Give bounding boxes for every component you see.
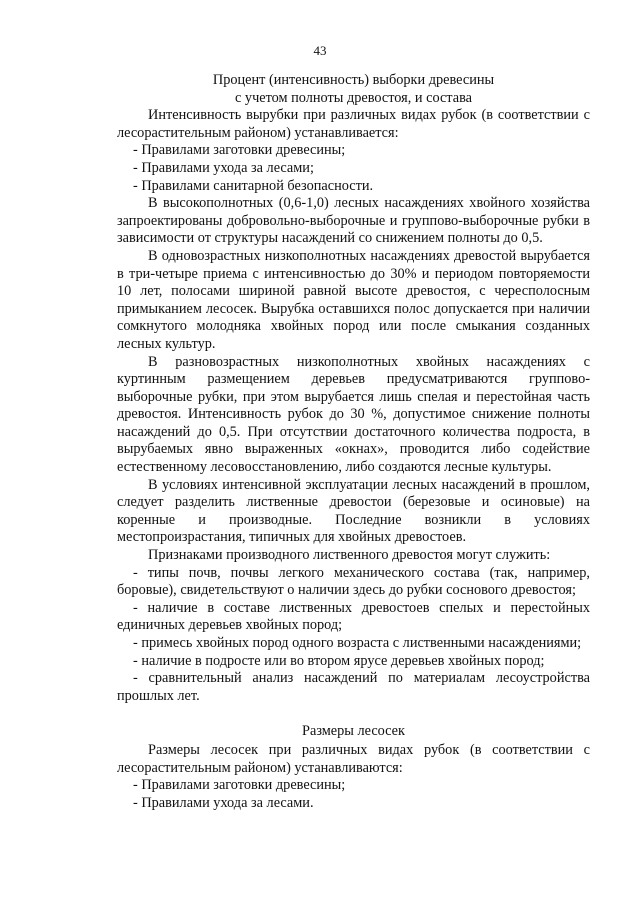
list-item-rule: - Правилами заготовки древесины;: [133, 142, 346, 159]
list-item-sign: - примесь хвойных пород одного возраста с лиственными насаждениями;: [133, 635, 582, 651]
section-spacer: [117, 705, 590, 723]
paragraph-intensive-exploitation: В условиях интенсивной эксплуатации лесных насаждений в прошлом, следует разделить лиственные древостои (березовые и осиновые) на коренные и производные. Последние возникли в условиях местопроизрастания, типичных для хвойных древостоев.: [117, 476, 590, 546]
paragraph-signs-intro: Признаками производного лиственного древостоя могут служить:: [148, 547, 551, 564]
paragraph-uneven-aged: В разновозрастных низкополнотных хвойных насаждениях с куртинным размещением деревьев предусматриваются группово-выборочные рубки, при этом вырубается лишь спелая и перестойная часть древостоя. Интенсивность рубок до 30 %, допустимое снижение полноты насаждений до 0,5. При отсутствии достаточного количества подроста, в вырубаемых явно выраженных «окнах», проводится либо содействие естественному лесовосстановлению, либо создаются лесные культуры.: [117, 353, 590, 476]
section-title-intensity: [117, 72, 590, 107]
list-item-sign: - сравнительный анализ насаждений по материалам лесоустройства прошлых лет.: [117, 670, 590, 704]
section-title-line-1: Процент (интенсивность) выборки древесины: [212, 72, 495, 88]
list-item-sign: - наличие в подросте или во втором ярусе деревьев хвойных пород;: [133, 652, 545, 669]
page-content: [117, 72, 590, 812]
paragraph-intensity-intro: Интенсивность вырубки при различных видах рубок (в соответствии с лесорастительным районом) устанавливается:: [117, 107, 590, 141]
list-item-sign: - наличие в составе лиственных древостоев спелых и перестойных единичных деревьев хвойных пород;: [117, 599, 590, 634]
paragraph-cutting-area-intro: Размеры лесосек при различных видах рубок (в соответствии с лесорастительным районом) устанавливаются:: [117, 741, 590, 776]
list-item-rule: - Правилами ухода за лесами.: [133, 794, 314, 811]
section-title-cutting-area-size: Размеры лесосек: [302, 723, 405, 740]
list-item-rule: - Правилами санитарной безопасности.: [133, 177, 374, 194]
paragraph-even-aged: В одновозрастных низкополнотных насаждениях древостой вырубается в три-четыре приема с интенсивностью до 30% и периодом повторяемости 10 лет, полосами шириной равной высоте древостоя, с чересполосным примыканием лесосек. Вырубка оставшихся полос допускается при наличии сомкнутого молодняка хвойных пород или после смыкания созданных лесных культур.: [117, 247, 590, 352]
page-number: 43: [313, 43, 327, 58]
list-item-rule: - Правилами ухода за лесами;: [133, 159, 314, 176]
list-item-rule: - Правилами заготовки древесины;: [133, 777, 346, 794]
section-title-line-2: с учетом полноты древостоя, и состава: [235, 89, 472, 106]
list-item-sign: - типы почв, почвы легкого механического состава (так, например, боровые), свидетельствуют о наличии здесь до рубки соснового древостоя;: [117, 564, 590, 599]
paragraph-high-density: В высокополнотных (0,6-1,0) лесных насаждениях хвойного хозяйства запроектированы добровольно-выборочные и группово-выборочные рубки в зависимости от структуры насаждений со снижением полноты до 0,5.: [117, 195, 590, 247]
